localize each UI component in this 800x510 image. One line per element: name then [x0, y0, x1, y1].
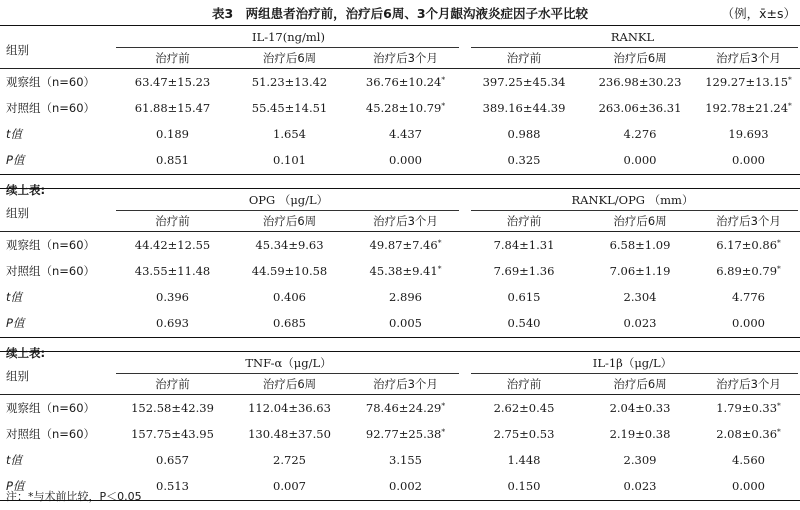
significance-mark: * — [437, 264, 442, 273]
time-point-header: 治疗后3个月 — [716, 51, 781, 65]
time-point-header: 治疗后6周 — [262, 377, 317, 391]
group-column-header: 组别 — [6, 43, 29, 57]
time-point-header: 治疗后3个月 — [716, 377, 781, 391]
row-label: P值 — [6, 316, 25, 330]
row-label: 对照组（n=60） — [6, 427, 96, 441]
section-bottom-rule — [0, 500, 800, 501]
data-cell — [112, 98, 233, 118]
cell-value: 44.59±10.58 — [251, 264, 328, 278]
data-cell — [233, 313, 346, 333]
cell-value: 0.513 — [156, 479, 189, 493]
section-top-rule — [0, 188, 800, 189]
cell-value: 0.002 — [389, 479, 422, 493]
data-cell — [112, 287, 233, 307]
data-cell — [583, 287, 697, 307]
cell-value: 2.62±0.45 — [493, 401, 555, 415]
data-cell — [346, 424, 465, 444]
data-cell — [112, 398, 233, 418]
cell-value: 192.78±21.24 — [705, 101, 789, 115]
cell-value: 0.007 — [273, 479, 306, 493]
cell-value: 2.896 — [389, 290, 422, 304]
cell-value: 0.988 — [507, 127, 541, 141]
row-label: 对照组（n=60） — [6, 101, 96, 115]
time-point-header: 治疗前 — [506, 214, 542, 228]
cell-value: 397.25±45.34 — [482, 75, 566, 89]
significance-mark: * — [441, 427, 446, 436]
row-label: P值 — [6, 479, 25, 493]
cell-value: 1.448 — [507, 453, 541, 467]
cell-value: 6.58±1.09 — [609, 238, 671, 252]
data-cell — [112, 313, 233, 333]
cell-value: 19.693 — [728, 127, 769, 141]
data-cell — [346, 72, 465, 92]
data-cell — [465, 313, 583, 333]
data-cell — [583, 476, 697, 496]
data-cell — [697, 313, 800, 333]
significance-mark: * — [777, 427, 781, 436]
cell-value: 4.776 — [732, 290, 765, 304]
time-point-header: 治疗后6周 — [613, 214, 667, 228]
cell-value: 43.55±11.48 — [134, 264, 211, 278]
section-bottom-rule — [0, 174, 800, 175]
significance-mark: * — [777, 401, 781, 410]
cell-value: 49.87±7.46 — [369, 238, 438, 252]
data-cell — [465, 235, 583, 255]
data-cell — [583, 98, 697, 118]
significance-mark: * — [441, 101, 446, 110]
cell-value: 7.69±1.36 — [493, 264, 555, 278]
row-label: 对照组（n=60） — [6, 264, 96, 278]
cell-value: 78.46±24.29 — [365, 401, 442, 415]
data-cell — [697, 124, 800, 144]
data-cell — [697, 450, 800, 470]
time-point-header: 治疗前 — [155, 51, 190, 65]
data-cell — [465, 124, 583, 144]
cell-value: 389.16±44.39 — [482, 101, 566, 115]
data-cell — [465, 261, 583, 281]
data-cell — [346, 450, 465, 470]
data-cell — [583, 261, 697, 281]
measure-header-left: OPG （μg/L） — [248, 193, 329, 207]
data-cell — [583, 150, 697, 170]
cell-value: 7.84±1.31 — [493, 238, 555, 252]
cell-value: 2.75±0.53 — [493, 427, 555, 441]
data-cell — [465, 98, 583, 118]
row-label: t值 — [6, 290, 23, 304]
table-unit-note: （例，x̄±s） — [721, 6, 796, 21]
data-cell — [233, 72, 346, 92]
table-footnote: 注：*与术前比较，P＜0.05 — [6, 490, 142, 503]
cell-value: 0.000 — [389, 153, 422, 167]
cell-value: 2.04±0.33 — [609, 401, 671, 415]
cell-value: 36.76±10.24 — [365, 75, 442, 89]
measure-header-right: RANKL — [610, 30, 655, 44]
cell-value: 0.000 — [732, 316, 765, 330]
time-point-header: 治疗后3个月 — [373, 377, 438, 391]
cell-value: 45.38±9.41 — [369, 264, 438, 278]
cell-value: 0.406 — [273, 290, 306, 304]
data-cell — [465, 450, 583, 470]
cell-value: 130.48±37.50 — [248, 427, 331, 441]
cell-value: 0.005 — [389, 316, 422, 330]
data-cell — [233, 235, 346, 255]
cell-value: 63.47±15.23 — [134, 75, 211, 89]
data-cell — [465, 72, 583, 92]
row-label: P值 — [6, 153, 25, 167]
header-bottom-rule — [0, 231, 800, 232]
measure-header-left: TNF-α（μg/L） — [245, 356, 332, 370]
section-top-rule — [0, 25, 800, 26]
significance-mark: * — [777, 264, 781, 273]
data-cell — [583, 313, 697, 333]
data-cell — [112, 124, 233, 144]
cell-value: 0.000 — [732, 153, 765, 167]
section-bottom-rule — [0, 337, 800, 338]
significance-mark: * — [441, 75, 446, 84]
cell-value: 0.000 — [732, 479, 765, 493]
data-cell — [697, 72, 800, 92]
table-caption — [0, 3, 800, 25]
table-title: 表3 两组患者治疗前，治疗后6周、3个月龈沟液炎症因子水平比较 — [211, 6, 589, 21]
data-cell — [583, 398, 697, 418]
data-cell — [583, 72, 697, 92]
significance-mark: * — [788, 75, 792, 84]
data-cell — [233, 450, 346, 470]
time-point-header: 治疗后6周 — [613, 51, 667, 65]
time-point-header: 治疗后6周 — [262, 51, 317, 65]
cell-value: 0.023 — [623, 479, 657, 493]
cell-value: 0.150 — [507, 479, 541, 493]
significance-mark: * — [441, 401, 446, 410]
cell-value: 0.023 — [623, 316, 657, 330]
data-cell — [465, 476, 583, 496]
header-bottom-rule — [0, 394, 800, 395]
cell-value: 0.685 — [273, 316, 306, 330]
cell-value: 55.45±14.51 — [251, 101, 328, 115]
data-cell — [346, 261, 465, 281]
data-cell — [465, 398, 583, 418]
data-cell — [583, 424, 697, 444]
data-cell — [346, 313, 465, 333]
time-point-header: 治疗前 — [506, 377, 542, 391]
data-cell — [697, 287, 800, 307]
cell-value: 0.396 — [156, 290, 189, 304]
row-label: 观察组（n=60） — [6, 238, 96, 252]
cell-value: 152.58±42.39 — [131, 401, 214, 415]
cell-value: 2.725 — [273, 453, 306, 467]
significance-mark: * — [777, 238, 781, 247]
cell-value: 6.17±0.86 — [716, 238, 778, 252]
data-cell — [346, 150, 465, 170]
cell-value: 0.189 — [156, 127, 189, 141]
data-cell — [346, 287, 465, 307]
row-label: 观察组（n=60） — [6, 75, 96, 89]
data-cell — [233, 124, 346, 144]
data-cell — [233, 150, 346, 170]
group-column-header: 组别 — [6, 206, 29, 220]
cell-value: 1.654 — [273, 127, 306, 141]
data-cell — [583, 450, 697, 470]
data-cell — [346, 235, 465, 255]
data-cell — [233, 424, 346, 444]
header-bottom-rule — [0, 68, 800, 69]
cell-value: 6.89±0.79 — [716, 264, 778, 278]
cell-value: 2.309 — [623, 453, 657, 467]
cell-value: 157.75±43.95 — [131, 427, 214, 441]
cell-value: 2.304 — [623, 290, 657, 304]
significance-mark: * — [437, 238, 442, 247]
cell-value: 0.101 — [273, 153, 306, 167]
cell-value: 2.19±0.38 — [609, 427, 671, 441]
time-point-header: 治疗前 — [155, 214, 190, 228]
cell-value: 3.155 — [389, 453, 422, 467]
data-cell — [697, 398, 800, 418]
data-cell — [112, 476, 233, 496]
cell-value: 236.98±30.23 — [598, 75, 682, 89]
cell-value: 61.88±15.47 — [134, 101, 211, 115]
time-point-header: 治疗前 — [155, 377, 190, 391]
cell-value: 45.28±10.79 — [365, 101, 442, 115]
data-cell — [346, 398, 465, 418]
significance-mark: * — [788, 101, 792, 110]
cell-value: 0.851 — [156, 153, 189, 167]
cell-value: 0.693 — [156, 316, 189, 330]
continued-label: 续上表: — [6, 183, 46, 197]
cell-value: 0.540 — [507, 316, 541, 330]
data-cell — [697, 98, 800, 118]
data-cell — [697, 150, 800, 170]
cell-value: 129.27±13.15 — [705, 75, 789, 89]
group-column-header: 组别 — [6, 369, 29, 383]
time-point-header: 治疗后6周 — [613, 377, 667, 391]
row-label: 观察组（n=60） — [6, 401, 96, 415]
data-cell — [583, 235, 697, 255]
cell-value: 92.77±25.38 — [365, 427, 442, 441]
data-cell — [697, 235, 800, 255]
cell-value: 0.657 — [156, 453, 189, 467]
time-point-header: 治疗后3个月 — [373, 214, 438, 228]
data-cell — [233, 398, 346, 418]
data-cell — [465, 150, 583, 170]
cell-value: 45.34±9.63 — [255, 238, 324, 252]
time-point-header: 治疗后3个月 — [373, 51, 438, 65]
data-cell — [346, 98, 465, 118]
data-cell — [697, 424, 800, 444]
cell-value: 1.79±0.33 — [716, 401, 778, 415]
cell-value: 4.276 — [623, 127, 657, 141]
row-label: t值 — [6, 127, 23, 141]
measure-header-left: IL-17(ng/ml) — [252, 30, 325, 44]
data-cell — [112, 424, 233, 444]
data-cell — [465, 287, 583, 307]
cell-value: 0.615 — [507, 290, 541, 304]
cell-value: 112.04±36.63 — [248, 401, 331, 415]
cell-value: 263.06±36.31 — [598, 101, 682, 115]
measure-header-right: RANKL/OPG （mm） — [571, 193, 694, 207]
data-cell — [346, 124, 465, 144]
cell-value: 0.325 — [507, 153, 541, 167]
data-cell — [233, 287, 346, 307]
cell-value: 7.06±1.19 — [609, 264, 671, 278]
data-cell — [233, 261, 346, 281]
cell-value: 4.437 — [389, 127, 422, 141]
data-cell — [697, 261, 800, 281]
data-cell — [112, 261, 233, 281]
data-cell — [112, 450, 233, 470]
cell-value: 0.000 — [623, 153, 657, 167]
time-point-header: 治疗前 — [506, 51, 542, 65]
cell-value: 44.42±12.55 — [134, 238, 211, 252]
data-cell — [233, 98, 346, 118]
time-point-header: 治疗后3个月 — [716, 214, 781, 228]
data-cell — [697, 476, 800, 496]
data-cell — [583, 124, 697, 144]
cell-value: 2.08±0.36 — [716, 427, 778, 441]
data-cell — [465, 424, 583, 444]
cell-value: 4.560 — [732, 453, 765, 467]
continued-label: 续上表: — [6, 346, 46, 360]
data-cell — [112, 235, 233, 255]
section-top-rule — [0, 351, 800, 352]
data-cell — [233, 476, 346, 496]
data-cell — [112, 150, 233, 170]
time-point-header: 治疗后6周 — [262, 214, 317, 228]
row-label: t值 — [6, 453, 23, 467]
data-cell — [346, 476, 465, 496]
cell-value: 51.23±13.42 — [251, 75, 328, 89]
data-cell — [112, 72, 233, 92]
measure-header-right: IL-1β（μg/L） — [592, 356, 673, 370]
